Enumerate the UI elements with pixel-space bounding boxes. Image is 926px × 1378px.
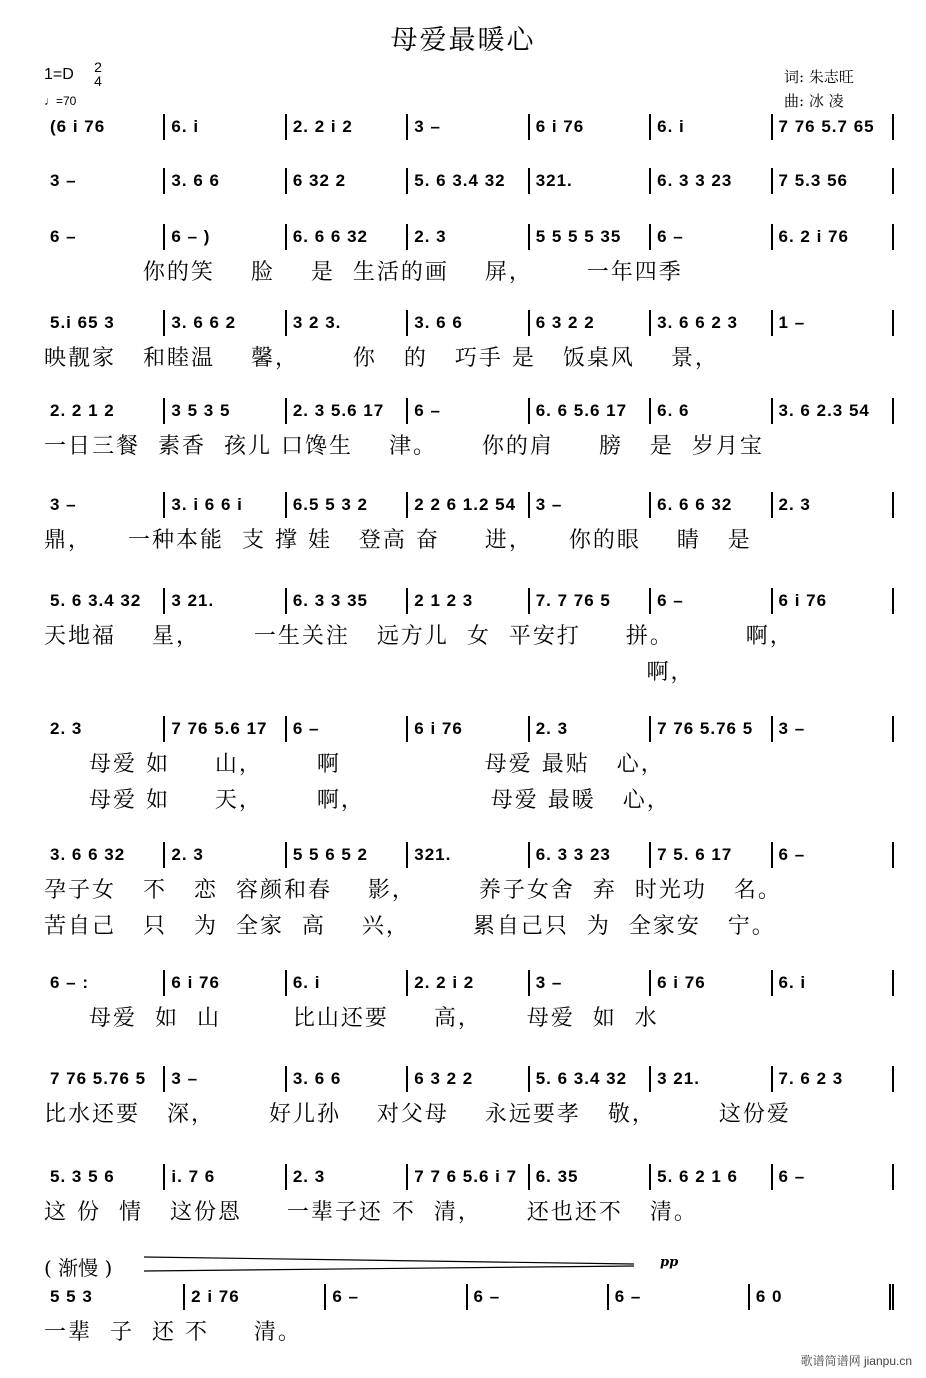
notes-row xyxy=(44,224,894,250)
measure: 2 2 6 1.2 54 xyxy=(408,492,529,518)
measure: 6 32 2 xyxy=(287,168,408,194)
measure: 6. 3 3 23 xyxy=(530,842,651,868)
lyric-line: 一日三餐 素香 孩儿 口馋生 津。 你的肩 膀 是 岁月宝 xyxy=(44,434,764,459)
notes-row xyxy=(44,168,894,194)
measure: 3 – xyxy=(44,492,165,518)
watermark: 歌谱简谱网 jianpu.cn xyxy=(800,1354,912,1368)
measure: 6 i 76 xyxy=(530,114,651,140)
composer-credit: 曲: 冰 凌 xyxy=(784,92,844,110)
tempo-mark: ♩=70 xyxy=(44,94,77,108)
time-signature xyxy=(92,60,104,88)
song-title: 母爱最暖心 xyxy=(390,25,536,56)
measure: 5 5 3 xyxy=(44,1284,185,1310)
measure: 2. 3 xyxy=(44,716,165,742)
measure: 3. 6 6 2 3 xyxy=(651,310,772,336)
measure: 6 0 xyxy=(750,1284,894,1310)
measure: 6 – xyxy=(287,716,408,742)
lyric-line: 一辈 子 还 不 清。 xyxy=(44,1320,302,1345)
measure: 3 2 3. xyxy=(287,310,408,336)
measure: 5. 6 3.4 32 xyxy=(408,168,529,194)
lyric-line: 比水还要 深， 好儿孙 对父母 永远要孝 敬， 这份爱 xyxy=(44,1102,791,1127)
lyric-line: 天地福 星， 一生关注 远方儿 女 平安打 拼。 啊， xyxy=(44,624,794,649)
measure: 7 5.3 56 xyxy=(773,168,894,194)
measure: 3 – xyxy=(530,492,651,518)
measure: 5. 6 3.4 32 xyxy=(530,1066,651,1092)
measure: 3 5 3 5 xyxy=(165,398,286,424)
meter-bottom: 4 xyxy=(94,73,102,89)
measure: 7. 7 76 5 xyxy=(530,588,651,614)
measure: 3. 6 2.3 54 xyxy=(773,398,894,424)
measure: 6 i 76 xyxy=(408,716,529,742)
measure: 6. 6 5.6 17 xyxy=(530,398,651,424)
measure: 3. 6 6 xyxy=(165,168,286,194)
measure: 6 – xyxy=(609,1284,750,1310)
lyric-line: 母爱 如 山， 啊 母爱 最贴 心， xyxy=(44,752,665,777)
lyric-line: 鼎， 一种本能 支 撑 娃 登高 奋 进， 你的眼 睛 是 xyxy=(44,528,752,553)
lyric-line: 映靓家 和睦温 馨， 你 的 巧手 是 饭桌风 景， xyxy=(44,346,719,371)
measure: 6 – xyxy=(44,224,165,250)
measure: 2. 3 xyxy=(530,716,651,742)
measure: 3. 6 6 2 xyxy=(165,310,286,336)
measure: 6 i 76 xyxy=(165,970,286,996)
measure: 2. 3 5.6 17 xyxy=(287,398,408,424)
measure: 6 – xyxy=(408,398,529,424)
measure: i. 7 6 xyxy=(165,1164,286,1190)
measure: 6. 3 3 35 xyxy=(287,588,408,614)
measure: 7 5. 6 17 xyxy=(651,842,772,868)
measure: 6 – xyxy=(651,588,772,614)
measure: 6 – xyxy=(773,1164,894,1190)
lyricist-credit: 词: 朱志旺 xyxy=(784,68,854,86)
measure: 5. 6 2 1 6 xyxy=(651,1164,772,1190)
measure: 7 76 5.76 5 xyxy=(44,1066,165,1092)
measure: 6 i 76 xyxy=(773,588,894,614)
measure: 6. 6 6 32 xyxy=(651,492,772,518)
measure: 7 76 5.7 65 xyxy=(773,114,894,140)
notes-row xyxy=(44,716,894,742)
measure: 6 – xyxy=(773,842,894,868)
measure: 6. i xyxy=(287,970,408,996)
measure: 3 21. xyxy=(165,588,286,614)
measure: 321. xyxy=(530,168,651,194)
lyric-line: 你的笑 脸 是 生活的画 屏， 一年四季 xyxy=(44,260,683,285)
notes-row xyxy=(44,398,894,424)
measure: 6. 6 xyxy=(651,398,772,424)
measure: 6 3 2 2 xyxy=(408,1066,529,1092)
measure: 6 – ) xyxy=(165,224,286,250)
measure: 5.i 65 3 xyxy=(44,310,165,336)
measure: 7 76 5.6 17 xyxy=(165,716,286,742)
measure: 5. 3 5 6 xyxy=(44,1164,165,1190)
measure: 6. 6 6 32 xyxy=(287,224,408,250)
measure: 2 1 2 3 xyxy=(408,588,529,614)
notes-row xyxy=(44,588,894,614)
measure: 7 7 6 5.6 i 7 xyxy=(408,1164,529,1190)
dynamic-marking: pp xyxy=(660,1255,679,1270)
measure: (6 i 76 xyxy=(44,114,165,140)
measure: 6 i 76 xyxy=(651,970,772,996)
measure: 2. 3 xyxy=(408,224,529,250)
measure: 3 21. xyxy=(651,1066,772,1092)
measure: 3 – xyxy=(408,114,529,140)
measure: 2 i 76 xyxy=(185,1284,326,1310)
notes-row xyxy=(44,842,894,868)
measure: 3. i 6 6 i xyxy=(165,492,286,518)
measure: 2. 2 1 2 xyxy=(44,398,165,424)
measure: 2. 3 xyxy=(287,1164,408,1190)
notes-row xyxy=(44,1164,894,1190)
lyric-line: 苦自己 只 为 全家 高 兴， 累自己只 为 全家安 宁。 xyxy=(44,914,776,939)
measure: 3 – xyxy=(44,168,165,194)
measure: 2. 2 i 2 xyxy=(408,970,529,996)
measure: 7. 6 2 3 xyxy=(773,1066,894,1092)
notes-row xyxy=(44,1284,894,1310)
notes-row xyxy=(44,970,894,996)
notes-row xyxy=(44,310,894,336)
measure: 6. i xyxy=(165,114,286,140)
notes-row xyxy=(44,1066,894,1092)
measure: 6. 35 xyxy=(530,1164,651,1190)
lyric-line: 这 份 情 这份恩 一辈子还 不 清， 还也还不 清。 xyxy=(44,1200,698,1225)
measure: 6 3 2 2 xyxy=(530,310,651,336)
measure: 6. i xyxy=(651,114,772,140)
measure: 3 – xyxy=(773,716,894,742)
measure: 3 – xyxy=(165,1066,286,1092)
key-signature: 1=D xyxy=(44,66,74,83)
measure: 6. i xyxy=(773,970,894,996)
measure: 3 – xyxy=(530,970,651,996)
notes-row xyxy=(44,492,894,518)
lyric-line: 母爱 如 天， 啊， 母爱 最暖 心， xyxy=(44,788,671,813)
measure: 6 – : xyxy=(44,970,165,996)
measure: 5. 6 3.4 32 xyxy=(44,588,165,614)
measure: 5 5 5 5 35 xyxy=(530,224,651,250)
measure: 3. 6 6 xyxy=(287,1066,408,1092)
measure: 3. 6 6 xyxy=(408,310,529,336)
measure: 2. 2 i 2 xyxy=(287,114,408,140)
expression-text: ( 渐慢 ) xyxy=(44,1256,113,1280)
measure: 6 – xyxy=(468,1284,609,1310)
lyric-line: 啊， xyxy=(44,660,695,685)
lyric-line: 孕子女 不 恋 容颜和春 影， 养子女舍 弃 时光功 名。 xyxy=(44,878,782,903)
measure: 6.5 5 3 2 xyxy=(287,492,408,518)
notes-row xyxy=(44,114,894,140)
measure: 6 – xyxy=(651,224,772,250)
decrescendo-hairpin xyxy=(144,1252,640,1278)
measure: 5 5 6 5 2 xyxy=(287,842,408,868)
meter-top: 2 xyxy=(94,59,102,75)
measure: 1 – xyxy=(773,310,894,336)
measure: 3. 6 6 32 xyxy=(44,842,165,868)
measure: 7 76 5.76 5 xyxy=(651,716,772,742)
measure: 6. 3 3 23 xyxy=(651,168,772,194)
lyric-line: 母爱 如 山 比山还要 高， 母爱 如 水 xyxy=(44,1006,659,1031)
measure: 6 – xyxy=(326,1284,467,1310)
measure: 6. 2 i 76 xyxy=(773,224,894,250)
measure: 2. 3 xyxy=(165,842,286,868)
measure: 2. 3 xyxy=(773,492,894,518)
measure: 321. xyxy=(408,842,529,868)
